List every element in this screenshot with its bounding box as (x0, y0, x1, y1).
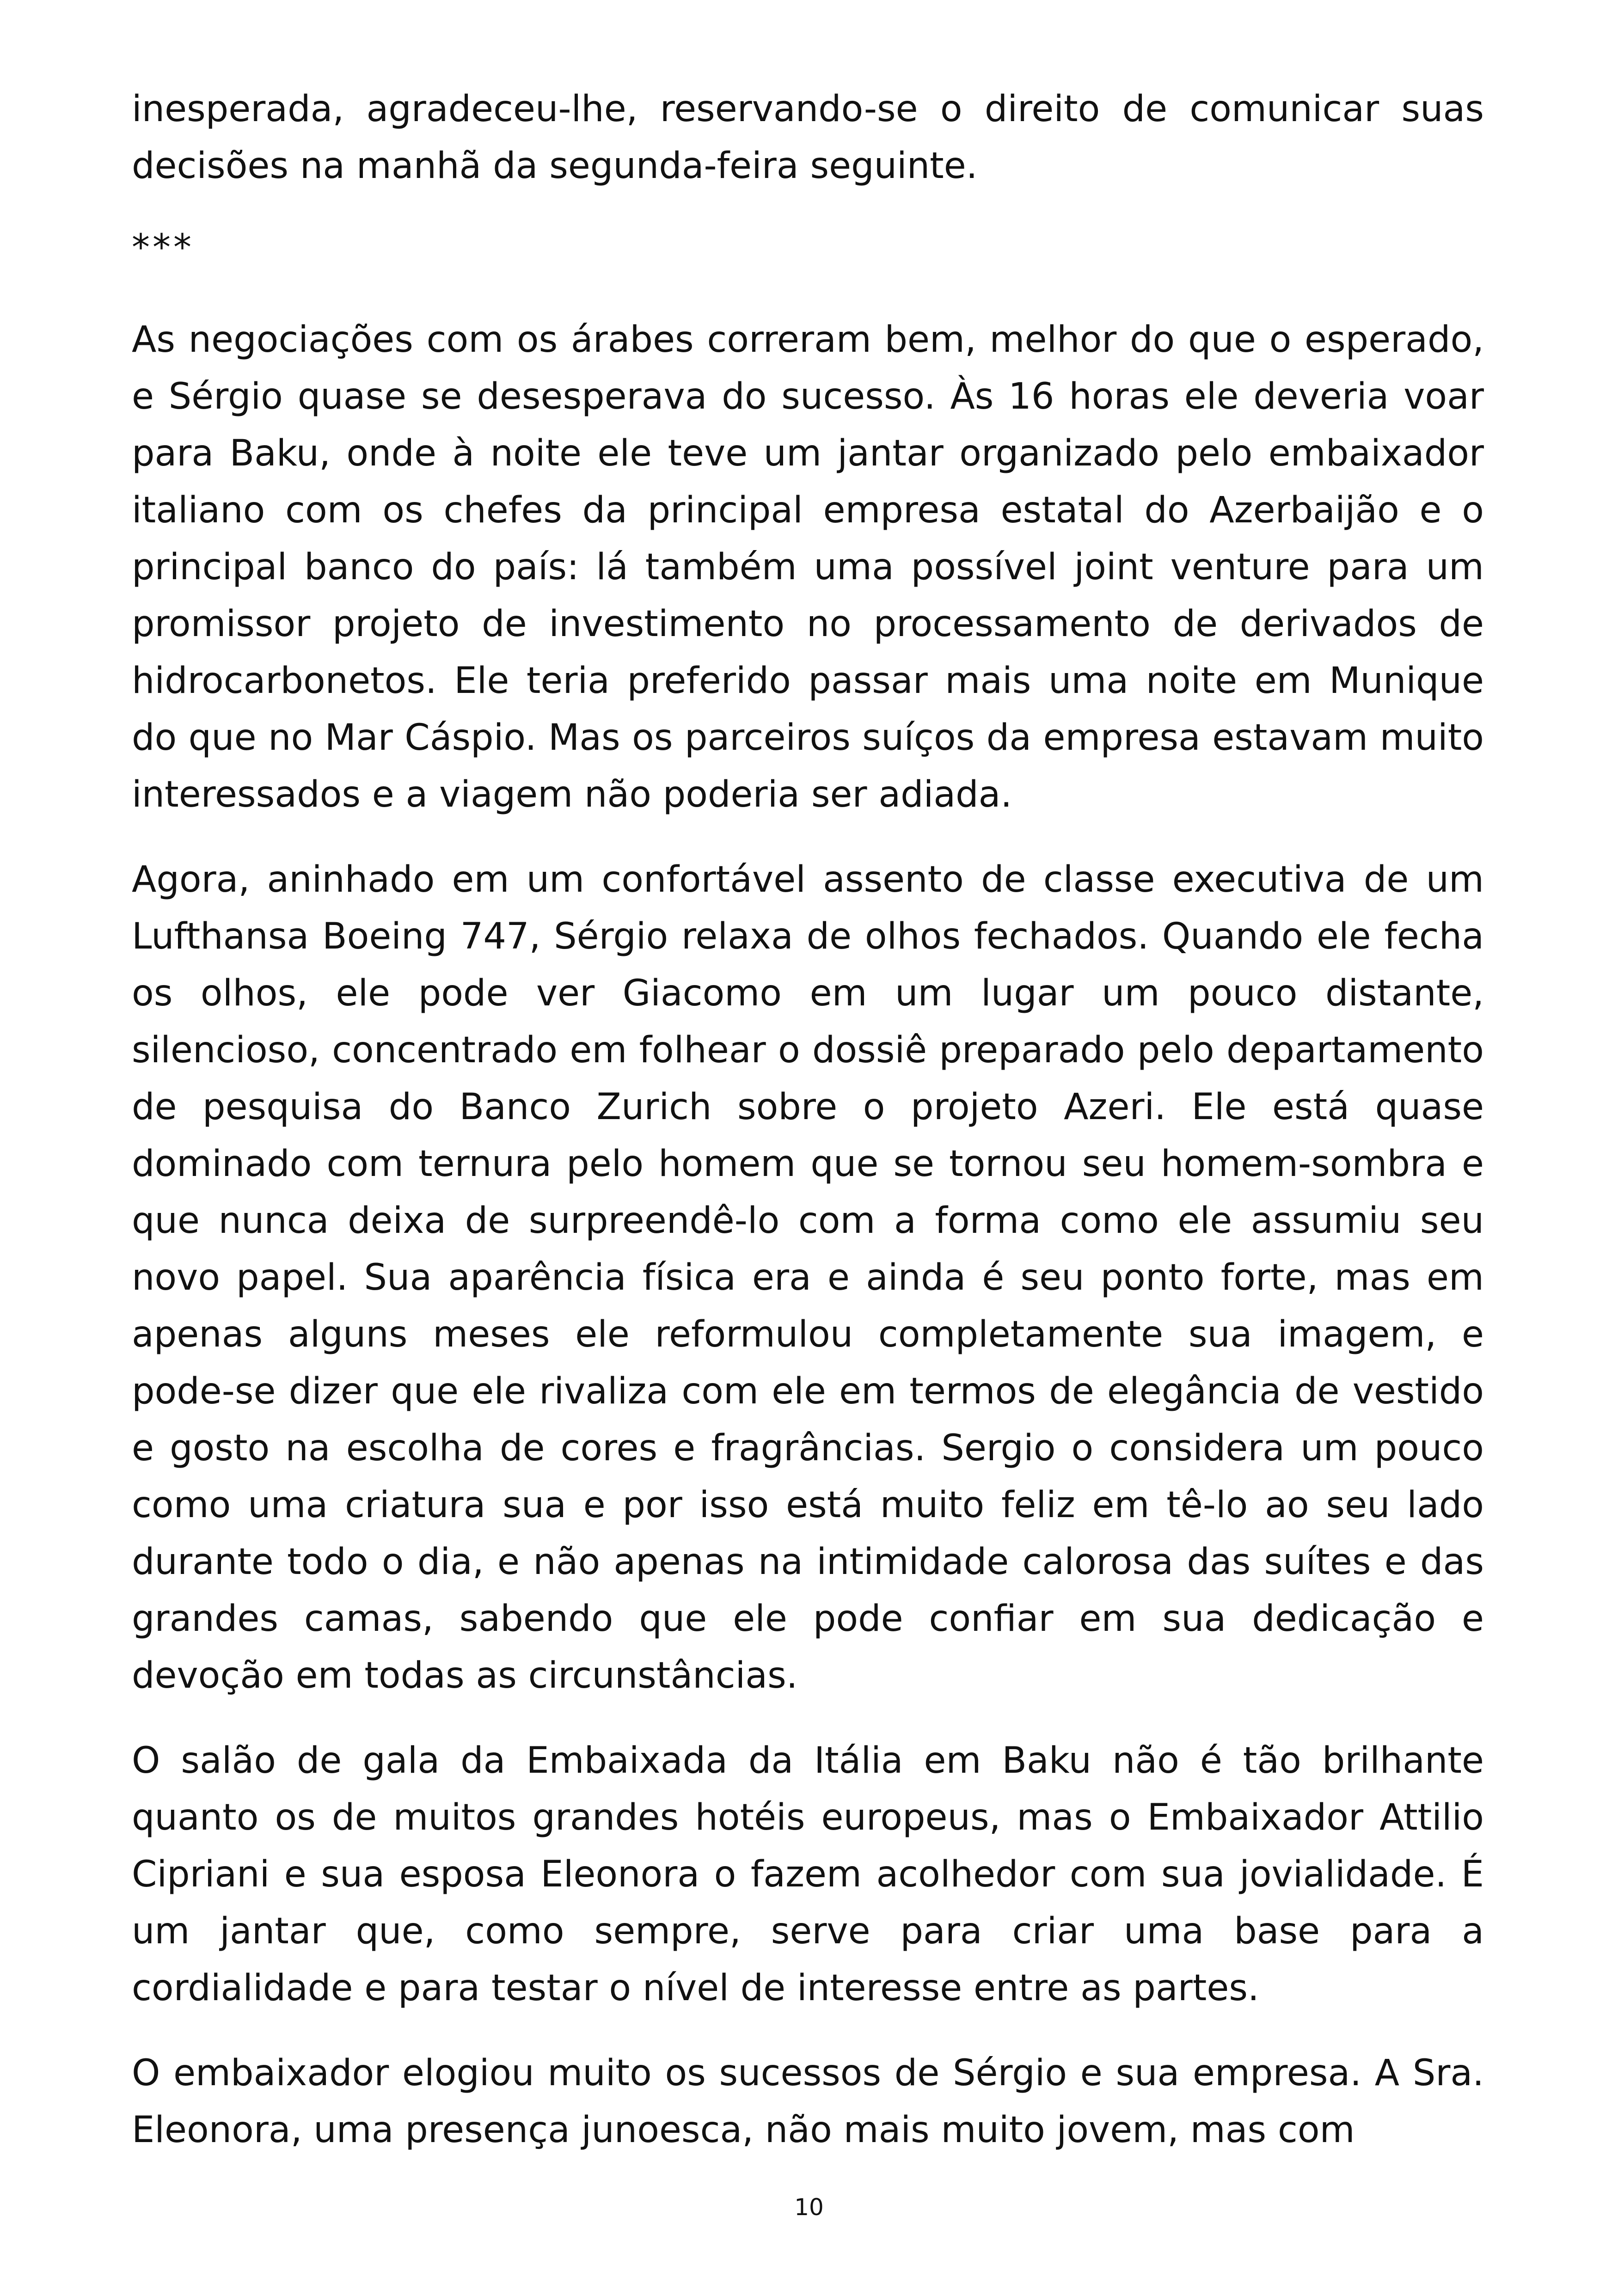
paragraph-embassy: O salão de gala da Embaixada da Itália em Baku não é tão brilhante quanto os de muitos grandes hotéis europeus, mas o Embaixador Attilio Cipriani e sua esposa Eleonora o fazem acolhedor com sua jovialidade. É um jantar que, como sempre, serve para criar uma base para a cordialidade e para testar o nível de interesse entre as partes. (132, 1740, 1484, 2009)
page-number: 10 (794, 2194, 824, 2221)
paragraph-flight: Agora, aninhado em um confortável assento de classe executiva de um Lufthansa Boeing 747, Sérgio relaxa de olhos fechados. Quando ele fecha os olhos, ele pode ver Giacomo em um lugar um pouco distante, silencioso, concentrado em folhear o dossiê preparado pelo departamento de pesquisa do Banco Zurich sobre o projeto Azeri. Ele está quase dominado com ternura pelo homem que se tornou seu homem-sombra e que nunca deixa de surpreendê-lo com a forma como ele assumiu seu novo papel. Sua aparência física era e ainda é seu ponto forte, mas em apenas alguns meses ele reformulou completamente sua imagem, e pode-se dizer que ele rivaliza com ele em termos de elegância de vestido e gosto na escolha de cores e fragrâncias. Sergio o considera um pouco como uma criatura sua e por isso está muito feliz em tê-lo ao seu lado durante todo o dia, e não apenas na intimidade calorosa das suítes e das grandes camas, sabendo que ele pode confiar em sua dedicação e devoção em todas as circunstâncias. (132, 859, 1484, 1696)
paragraph-negotiations: As negociações com os árabes correram bem, melhor do que o esperado, e Sérgio quase se desesperava do sucesso. Às 16 horas ele deveria voar para Baku, onde à noite ele teve um jantar organizado pelo embaixador italiano com os chefes da principal empresa estatal do Azerbaijão e o principal banco do país: lá também uma possível joint venture para um promissor projeto de investimento no processamento de derivados de hidrocarbonetos. Ele teria preferido passar mais uma noite em Munique do que no Mar Cáspio. Mas os parceiros suíços da empresa estavam muito interessados e a viagem não poderia ser adiada. (132, 319, 1484, 815)
section-separator: *** (132, 227, 194, 269)
body-text (132, 81, 1484, 2187)
paragraph-ambassador: O embaixador elogiou muito os sucessos de Sérgio e sua empresa. A Sra. Eleonora, uma presença junoesca, não mais muito jovem, mas com (132, 2052, 1484, 2151)
paragraph-continuation: inesperada, agradeceu-lhe, reservando-se o direito de comunicar suas decisões na manhã da segunda-feira seguinte. (132, 88, 1484, 187)
